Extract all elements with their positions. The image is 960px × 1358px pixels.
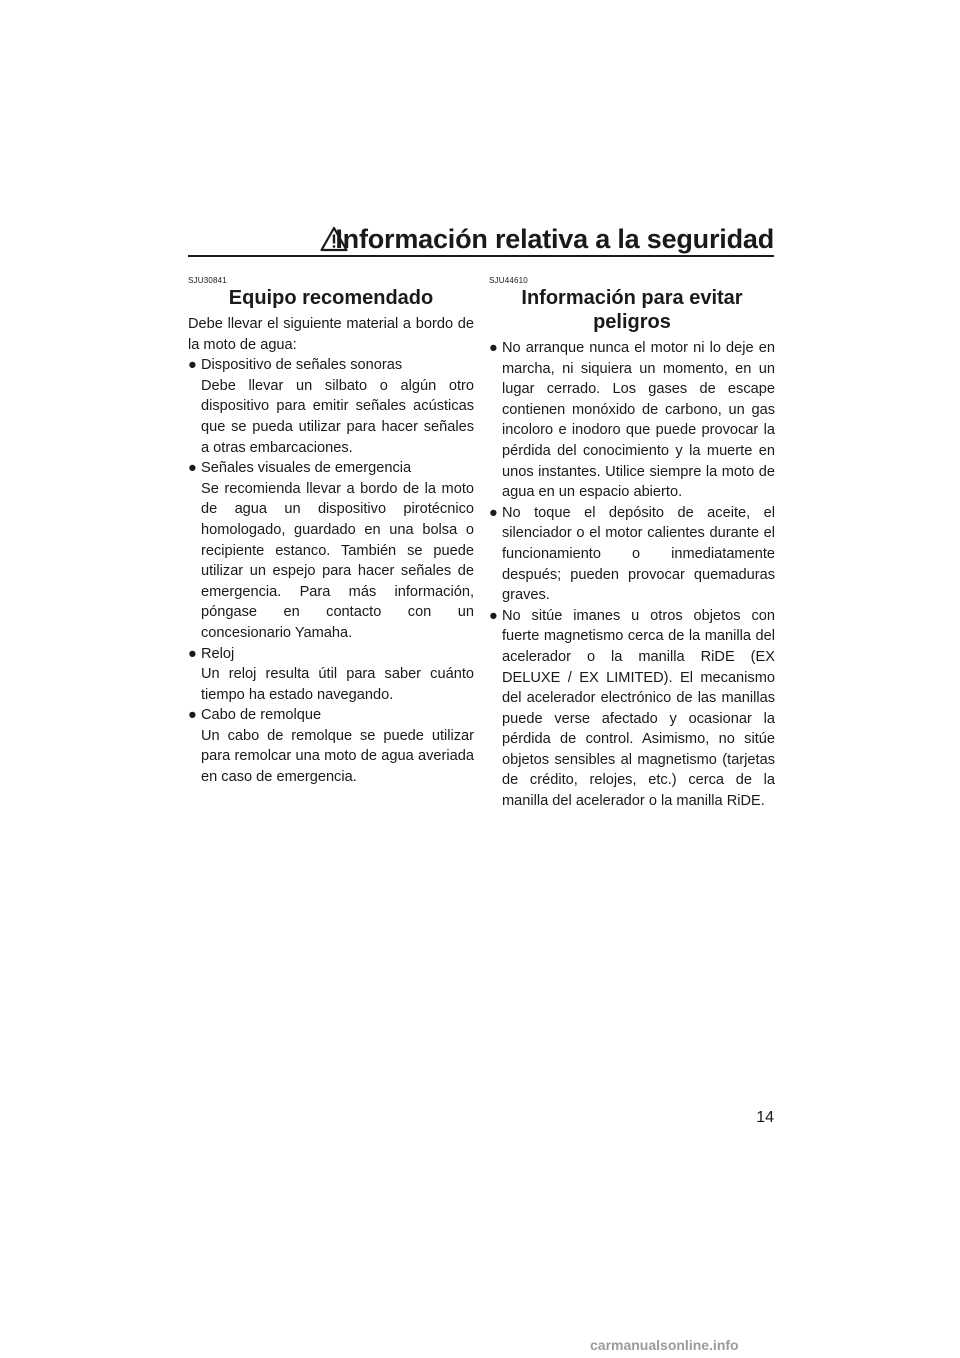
list-item	[188, 705, 474, 787]
item-heading: Dispositivo de señales sonoras	[201, 357, 403, 374]
section-code: SJU30841	[188, 276, 227, 285]
item-heading: Reloj	[201, 645, 235, 662]
bullet-icon: ●	[188, 460, 197, 477]
list-item	[188, 458, 474, 643]
list-item	[489, 338, 775, 503]
header-title: Información relativa a la seguridad	[335, 224, 774, 254]
item-heading: Señales visuales de emergencia	[201, 460, 412, 477]
section-code: SJU44610	[489, 276, 528, 285]
page-number: 14	[756, 1109, 774, 1126]
section-title	[489, 286, 775, 334]
hazard-list	[489, 338, 775, 812]
item-body: Se recomienda llevar a bordo de la moto de agua un dispositivo pirotécnico homologado, guardado en una bolsa o recipiente estanco. También se puede utilizar un espejo para hacer señales de emergencia. Para más información, póngase en contacto con un concesionario Yamaha.	[201, 480, 474, 641]
watermark: carmanualsonline.info	[590, 1337, 739, 1353]
list-item	[489, 606, 775, 812]
intro-paragraph: Debe llevar el siguiente material a bordo de la moto de agua:	[188, 316, 474, 353]
section-title: Equipo recomendado	[228, 287, 434, 309]
bullet-icon: ●	[188, 707, 197, 724]
equipment-list	[188, 355, 474, 787]
header-rule	[188, 255, 774, 257]
bullet-icon: ●	[188, 357, 197, 374]
item-body: Un cabo de remolque se puede utilizar para remolcar una moto de agua averiada en caso de emergencia.	[201, 727, 474, 786]
list-item	[489, 503, 775, 606]
item-body: Un reloj resulta útil para saber cuánto tiempo ha estado navegando.	[201, 666, 474, 703]
item-body: No toque el depósito de aceite, el silenciador o el motor calientes durante el funcionamiento o inmediatamente después; pueden provocar quemaduras graves.	[502, 504, 775, 604]
left-column	[188, 276, 474, 788]
item-body: Debe llevar un silbato o algún otro dispositivo para emitir señales acústicas que se pueda utilizar para hacer señales a otras embarcaciones.	[201, 377, 474, 456]
section-title-line-1: Información para evitar	[521, 287, 743, 309]
bullet-icon: ●	[489, 504, 498, 521]
list-item	[188, 644, 474, 706]
bullet-icon: ●	[489, 340, 498, 356]
item-body: No sitúe imanes u otros objetos con fuerte magnetismo cerca de la manilla del acelerador o la manilla RiDE (EX DELUXE / EX LIMITED). El mecanismo del acelerador electrónico de las manillas puede verse afectado y ocasionar la pérdida de control. Asimismo, no sitúe objetos sensibles al magnetismo (tarjetas de crédito, relojes, etc.) cerca de la manilla del acelerador o la manilla RiDE.	[502, 607, 775, 810]
page-header	[188, 222, 774, 256]
item-body: No arranque nunca el motor ni lo deje en marcha, ni siquiera un momento, en un lugar cerrado. Los gases de escape contienen monóxido de carbono, un gas incoloro e inodoro que puede provocar la pérdida del conocimiento y la muerte en unos instantes. Utilice siempre la moto de agua en un espacio abierto.	[502, 340, 775, 501]
bullet-icon: ●	[489, 607, 498, 624]
list-item	[188, 355, 474, 458]
section-title-line-2: peligros	[593, 311, 671, 333]
item-heading: Cabo de remolque	[201, 707, 322, 724]
right-column	[489, 276, 775, 812]
bullet-icon: ●	[188, 645, 197, 662]
